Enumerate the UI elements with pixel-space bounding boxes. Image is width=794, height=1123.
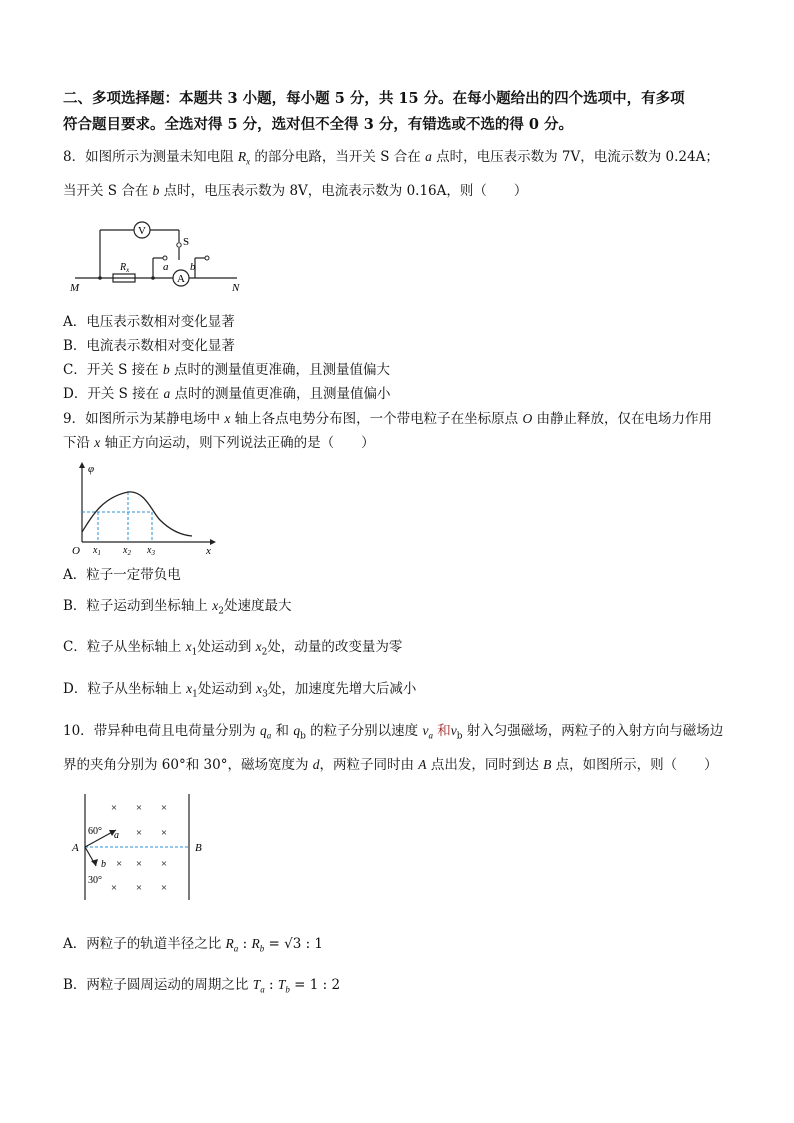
charge-subscript: b bbox=[300, 731, 306, 742]
period-subscript: b bbox=[285, 984, 290, 995]
velocity-subscript: b bbox=[456, 731, 463, 742]
voltmeter-label: V bbox=[138, 225, 146, 237]
field-cross: × bbox=[110, 802, 118, 814]
contact-b bbox=[205, 256, 209, 260]
charge-symbol: q bbox=[259, 723, 267, 738]
field-crosses bbox=[111, 802, 167, 894]
q10-text: 和 bbox=[271, 723, 294, 739]
option-text: 处运动到 bbox=[197, 639, 256, 655]
q10-stem-line-1 bbox=[63, 722, 723, 746]
ratio-colon: : bbox=[238, 936, 252, 952]
field-cross: × bbox=[110, 882, 118, 894]
phi-label: φ bbox=[88, 463, 95, 475]
option-subscript: 3 bbox=[262, 689, 268, 700]
option-subscript: 1 bbox=[192, 689, 198, 700]
field-cross: × bbox=[135, 802, 143, 814]
terminal-m-label: M bbox=[70, 282, 80, 294]
q9-text: 如图所示为某静电场中 bbox=[85, 411, 225, 427]
field-cross: × bbox=[160, 858, 168, 870]
q8-option-a: A．电压表示数相对变化显著 bbox=[63, 314, 235, 330]
point-b: b bbox=[152, 183, 160, 198]
point-b-label: B bbox=[195, 842, 202, 854]
x-axis-arrow-icon bbox=[210, 539, 216, 545]
option-text: 处运动到 bbox=[197, 681, 257, 697]
q8-text: 当开关 S 合在 bbox=[63, 183, 153, 199]
ratio-value: √3 : 1 bbox=[284, 936, 324, 952]
option-text: A．两粒子的轨道半径之比 bbox=[63, 936, 226, 952]
q10-text: 界的夹角分别为 60°和 30°，磁场宽度为 bbox=[63, 757, 313, 773]
section-heading-line-1: 二、多项选择题：本题共 3 小题，每小题 5 分，共 15 分。在每小题给出的四个选项中，有多项 bbox=[63, 90, 685, 107]
option-symbol: x bbox=[212, 598, 219, 613]
option-symbol: x bbox=[186, 681, 193, 696]
q10-option-a bbox=[63, 935, 323, 958]
ratio-value: 1 : 2 bbox=[309, 977, 341, 993]
q8-option-c bbox=[63, 361, 390, 379]
option-text: D．粒子从坐标轴上 bbox=[63, 681, 187, 697]
velocity-symbol: v bbox=[422, 723, 429, 738]
rx-label: $R_x$ bbox=[120, 262, 130, 274]
contact-a-label: a bbox=[163, 261, 169, 273]
field-cross: × bbox=[160, 882, 168, 894]
angle-60-label: 60° bbox=[88, 826, 102, 837]
option-subscript: 2 bbox=[261, 647, 268, 658]
rx-subscript: x bbox=[246, 156, 251, 167]
q10-text: 带异种电荷且电荷量分别为 bbox=[93, 723, 260, 739]
option-text: B．粒子运动到坐标轴上 bbox=[63, 598, 213, 614]
q9-text: 下沿 bbox=[63, 435, 95, 451]
option-symbol: x bbox=[256, 681, 263, 696]
point-a-label: A bbox=[72, 842, 79, 854]
period-symbol: T bbox=[277, 977, 286, 992]
q10-text: 的粒子分别以速度 bbox=[305, 723, 423, 739]
switch-pivot bbox=[177, 243, 181, 247]
option-text: C．粒子从坐标轴上 bbox=[63, 639, 186, 655]
origin-symbol: O bbox=[522, 411, 533, 426]
q9-option-b bbox=[63, 597, 291, 621]
x-symbol: x bbox=[94, 435, 101, 450]
q9-number: 9． bbox=[63, 411, 86, 427]
option-text: 处，加速度先增大后减小 bbox=[267, 681, 417, 697]
x2-label: $x_2$ bbox=[123, 545, 131, 557]
option-symbol: b bbox=[162, 362, 170, 377]
particle-a-label: a bbox=[114, 830, 119, 841]
angle-30-label: 30° bbox=[88, 875, 102, 886]
charge-subscript: a bbox=[266, 730, 272, 741]
phi-axis-arrow-icon bbox=[79, 462, 85, 468]
q10-text-highlight: 和 bbox=[432, 723, 451, 739]
q9-option-d bbox=[63, 680, 416, 704]
field-cross: × bbox=[160, 802, 168, 814]
equals-sign: = bbox=[264, 936, 285, 952]
option-subscript: 2 bbox=[218, 606, 224, 617]
q10-option-b bbox=[63, 976, 340, 999]
q8-stem-line-2 bbox=[63, 182, 527, 200]
point-a-symbol: A bbox=[418, 757, 427, 772]
width-symbol: d bbox=[312, 757, 320, 772]
q8-option-b: B．电流表示数相对变化显著 bbox=[63, 338, 235, 354]
period-subscript: a bbox=[260, 984, 265, 995]
q9-option-a: A．粒子一定带负电 bbox=[63, 567, 181, 583]
q8-option-d bbox=[63, 385, 391, 403]
q9-potential-graph bbox=[70, 460, 220, 560]
q9-text: 由静止释放，仅在电场力作用 bbox=[532, 411, 713, 427]
option-text: 点时的测量值更准确，且测量值偏小 bbox=[170, 386, 391, 402]
option-symbol: a bbox=[163, 386, 171, 401]
x3-label: $x_3$ bbox=[147, 545, 155, 557]
q10-text: 点出发，同时到达 bbox=[426, 757, 544, 773]
point-a: a bbox=[425, 149, 432, 164]
x-symbol: x bbox=[224, 411, 231, 426]
q8-text: 的部分电路，当开关 S 合在 bbox=[250, 149, 426, 165]
q9-text: 轴正方向运动，则下列说法正确的是（ ） bbox=[100, 435, 375, 451]
x1-label: $x_1$ bbox=[93, 545, 101, 557]
q8-text: 点时，电压表示数为 7V，电流示数为 0.24A； bbox=[431, 149, 719, 165]
particle-b-label: b bbox=[101, 859, 106, 870]
contact-a bbox=[163, 256, 167, 260]
radius-subscript: b bbox=[259, 943, 265, 954]
point-b-symbol: B bbox=[543, 757, 552, 772]
ammeter-label: A bbox=[177, 273, 185, 285]
q9-text: 轴上各点电势分布图，一个带电粒子在坐标原点 bbox=[230, 411, 523, 427]
option-text: 处速度最大 bbox=[223, 598, 292, 614]
period-symbol: T bbox=[252, 977, 261, 992]
q9-option-c bbox=[63, 638, 402, 662]
velocity-symbol: v bbox=[450, 723, 457, 738]
q10-text: 点，如图所示，则（ ） bbox=[551, 757, 718, 773]
q8-text: 点时，电压表示数为 8V，电流表示数为 0.16A，则（ ） bbox=[159, 183, 528, 199]
option-symbol: x bbox=[185, 639, 192, 654]
option-symbol: x bbox=[255, 639, 262, 654]
radius-symbol: R bbox=[225, 936, 234, 951]
q8-stem-line-1 bbox=[63, 148, 719, 171]
terminal-n-label: N bbox=[232, 282, 240, 294]
field-cross: × bbox=[135, 827, 143, 839]
contact-b-label: b bbox=[190, 261, 196, 273]
option-subscript: 1 bbox=[191, 647, 198, 658]
rx-symbol: R bbox=[237, 149, 247, 164]
q10-text: ，两粒子同时由 bbox=[319, 757, 419, 773]
velocity-subscript: a bbox=[428, 730, 433, 741]
equals-sign: = bbox=[289, 977, 310, 993]
option-text: 处，动量的改变量为零 bbox=[267, 639, 403, 655]
option-text: 点时的测量值更准确，且测量值偏大 bbox=[169, 362, 390, 378]
radius-symbol: R bbox=[251, 936, 260, 951]
switch-label: S bbox=[183, 236, 190, 248]
q10-stem-line-2 bbox=[63, 756, 718, 774]
junction-dot bbox=[151, 276, 155, 280]
q8-text: 如图所示为测量未知电阻 bbox=[85, 149, 238, 165]
section-heading-line-2: 符合题目要求。全选对得 5 分，选对但不全得 3 分，有错选或不选的得 0 分。 bbox=[63, 116, 574, 133]
option-text: B．两粒子圆周运动的周期之比 bbox=[63, 977, 253, 993]
q9-stem-line-1 bbox=[63, 410, 712, 428]
charge-symbol: q bbox=[293, 723, 301, 738]
field-cross: × bbox=[116, 858, 123, 870]
q10-number: 10． bbox=[63, 723, 94, 739]
origin-label: O bbox=[72, 545, 80, 557]
option-text: D．开关 S 接在 bbox=[63, 386, 164, 402]
field-cross: × bbox=[160, 827, 168, 839]
junction-dot bbox=[98, 276, 102, 280]
ratio-colon: : bbox=[264, 977, 278, 993]
x-axis-label: x bbox=[206, 545, 211, 557]
q8-circuit-diagram bbox=[65, 218, 250, 294]
q10-magnetic-field-diagram bbox=[68, 792, 218, 904]
q8-number: 8． bbox=[63, 149, 86, 165]
radius-subscript: a bbox=[233, 943, 239, 954]
q10-text: 射入匀强磁场，两粒子的入射方向与磁场边 bbox=[462, 723, 724, 739]
field-cross: × bbox=[135, 858, 143, 870]
q9-stem-line-2 bbox=[63, 434, 375, 452]
option-text: C．开关 S 接在 bbox=[63, 362, 163, 378]
field-cross: × bbox=[135, 882, 143, 894]
